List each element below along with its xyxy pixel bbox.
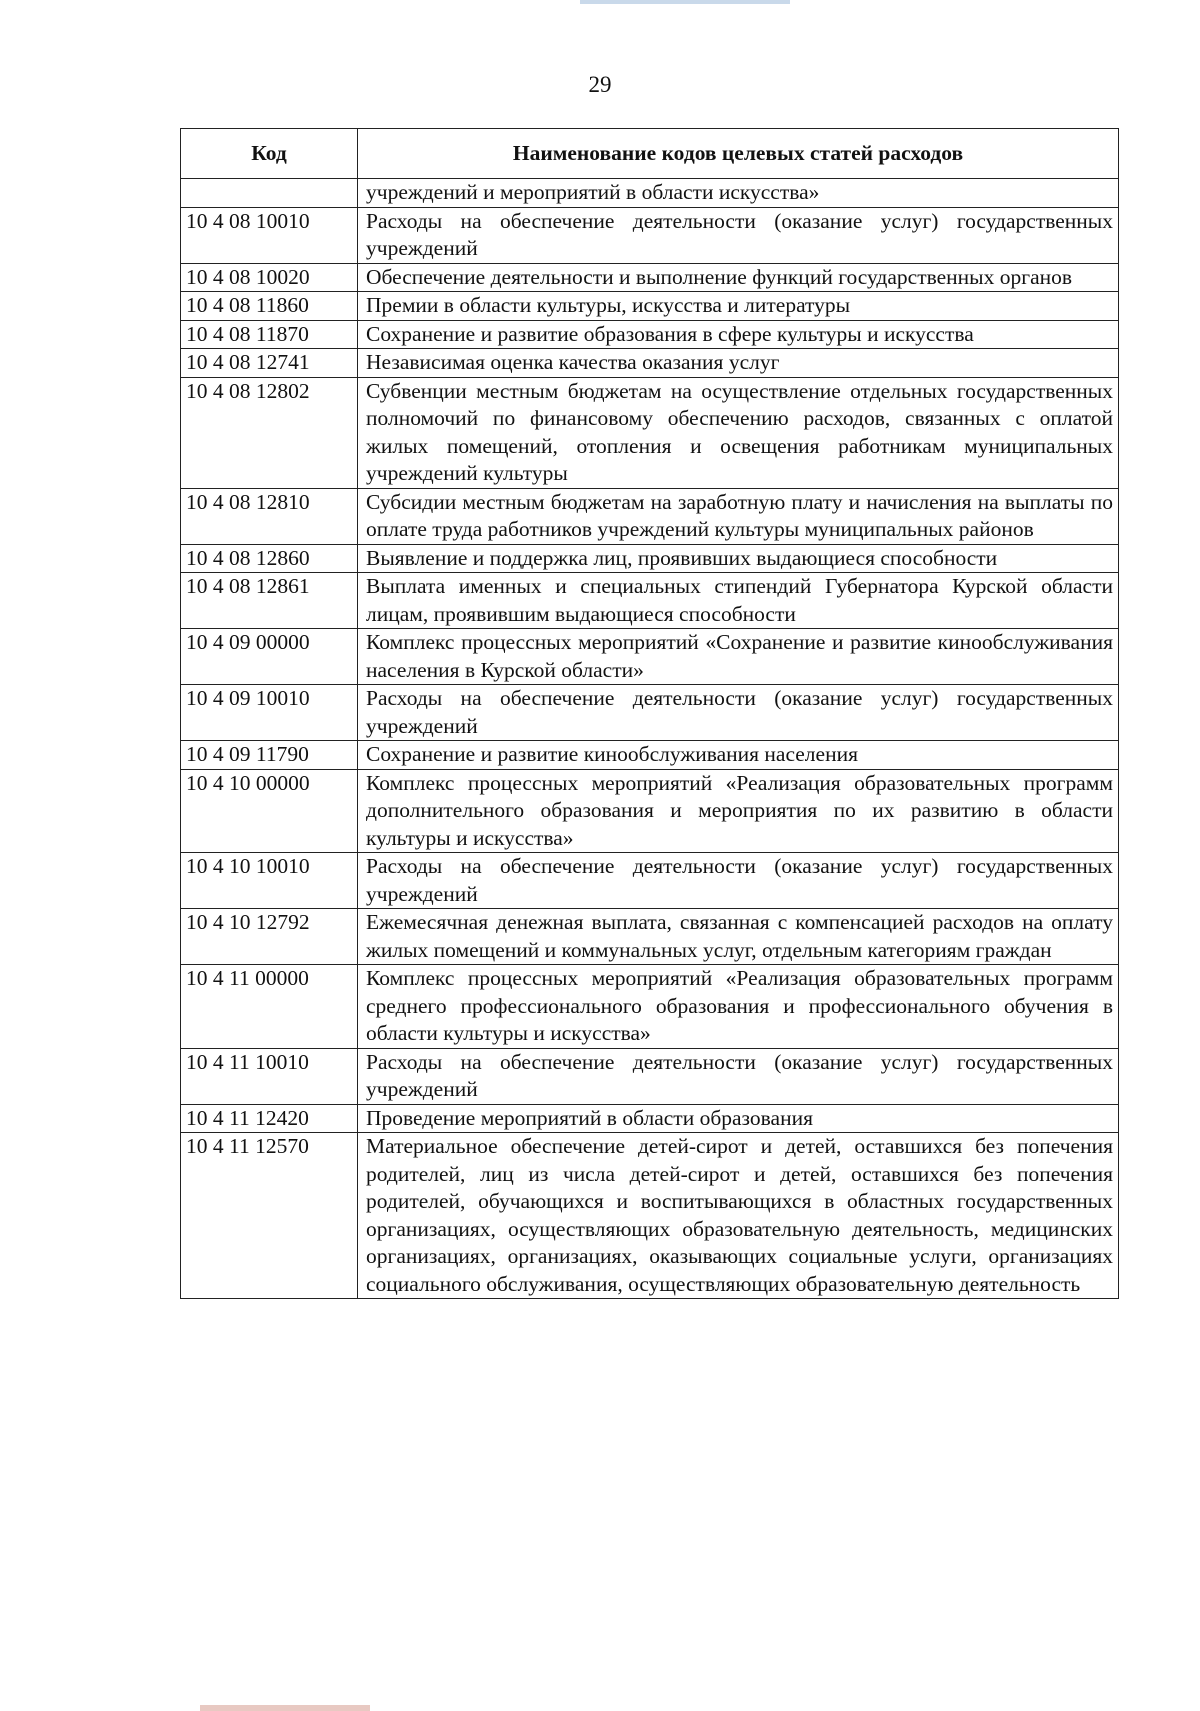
scan-artifact-bottom — [200, 1705, 370, 1711]
row-name-cell: Обеспечение деятельности и выполнение функций государственных органов — [358, 263, 1119, 292]
row-name-cell: Комплекс процессных мероприятий «Реализация образовательных программ дополнительного образования и мероприятия по их развитию в области культуры и искусства» — [358, 769, 1119, 853]
table-row — [181, 965, 1119, 1049]
row-name-cell: Субсидии местным бюджетам на заработную плату и начисления на выплаты по оплате труда работников учреждений культуры муниципальных районов — [358, 488, 1119, 544]
table-row — [181, 629, 1119, 685]
row-code-cell: 10 4 08 12860 — [181, 544, 358, 573]
table-row — [181, 573, 1119, 629]
row-code-cell: 10 4 08 10020 — [181, 263, 358, 292]
header-code: Код — [181, 129, 358, 179]
row-code-cell: 10 4 10 00000 — [181, 769, 358, 853]
row-code-cell: 10 4 11 00000 — [181, 965, 358, 1049]
row-code-cell: 10 4 08 12810 — [181, 488, 358, 544]
row-code-cell: 10 4 09 11790 — [181, 741, 358, 770]
row-name-cell: Независимая оценка качества оказания услуг — [358, 349, 1119, 378]
row-name-cell: учреждений и мероприятий в области искусства» — [358, 179, 1119, 208]
header-name: Наименование кодов целевых статей расходов — [358, 129, 1119, 179]
table-row — [181, 207, 1119, 263]
table-row — [181, 741, 1119, 770]
row-code-cell: 10 4 08 10010 — [181, 207, 358, 263]
table-row — [181, 349, 1119, 378]
row-code-cell: 10 4 09 00000 — [181, 629, 358, 685]
table-body — [181, 179, 1119, 1299]
expense-codes-table — [180, 128, 1119, 1299]
table-row — [181, 853, 1119, 909]
table-row — [181, 377, 1119, 488]
table-row — [181, 1048, 1119, 1104]
table-header-row — [181, 129, 1119, 179]
row-code-cell: 10 4 11 12570 — [181, 1133, 358, 1299]
table-row — [181, 488, 1119, 544]
table-row — [181, 769, 1119, 853]
table-row — [181, 179, 1119, 208]
row-code-cell — [181, 179, 358, 208]
row-code-cell: 10 4 08 11860 — [181, 292, 358, 321]
row-name-cell: Проведение мероприятий в области образования — [358, 1104, 1119, 1133]
table-row — [181, 1133, 1119, 1299]
row-name-cell: Ежемесячная денежная выплата, связанная с компенсацией расходов на оплату жилых помещений и коммунальных услуг, отдельным категориям граждан — [358, 909, 1119, 965]
table-row — [181, 909, 1119, 965]
row-code-cell: 10 4 10 12792 — [181, 909, 358, 965]
row-name-cell: Премии в области культуры, искусства и литературы — [358, 292, 1119, 321]
table-row — [181, 263, 1119, 292]
row-name-cell: Расходы на обеспечение деятельности (оказание услуг) государственных учреждений — [358, 685, 1119, 741]
table-row — [181, 292, 1119, 321]
table-row — [181, 320, 1119, 349]
row-code-cell: 10 4 08 11870 — [181, 320, 358, 349]
row-name-cell: Комплекс процессных мероприятий «Реализация образовательных программ среднего профессионального образования и профессионального обучения в области культуры и искусства» — [358, 965, 1119, 1049]
row-code-cell: 10 4 11 12420 — [181, 1104, 358, 1133]
row-code-cell: 10 4 09 10010 — [181, 685, 358, 741]
row-code-cell: 10 4 11 10010 — [181, 1048, 358, 1104]
row-code-cell: 10 4 10 10010 — [181, 853, 358, 909]
table-row — [181, 1104, 1119, 1133]
row-name-cell: Расходы на обеспечение деятельности (оказание услуг) государственных учреждений — [358, 1048, 1119, 1104]
row-name-cell: Комплекс процессных мероприятий «Сохранение и развитие кинообслуживания населения в Курской области» — [358, 629, 1119, 685]
table-row — [181, 685, 1119, 741]
row-name-cell: Сохранение и развитие образования в сфере культуры и искусства — [358, 320, 1119, 349]
row-name-cell: Выявление и поддержка лиц, проявивших выдающиеся способности — [358, 544, 1119, 573]
row-name-cell: Сохранение и развитие кинообслуживания населения — [358, 741, 1119, 770]
scan-artifact-top — [580, 0, 790, 4]
row-name-cell: Расходы на обеспечение деятельности (оказание услуг) государственных учреждений — [358, 853, 1119, 909]
row-code-cell: 10 4 08 12741 — [181, 349, 358, 378]
row-name-cell: Расходы на обеспечение деятельности (оказание услуг) государственных учреждений — [358, 207, 1119, 263]
page-number: 29 — [588, 72, 612, 97]
row-name-cell: Материальное обеспечение детей-сирот и детей, оставшихся без попечения родителей, лиц из числа детей-сирот и детей, оставшихся без попечения родителей, обучающихся и воспитывающихся в областных государственных организациях, осуществляющих образовательную деятельность, медицинских организациях, организациях, оказывающих социальные услуги, организациях социального обслуживания, осуществляющих образовательную деятельность — [358, 1133, 1119, 1299]
row-name-cell: Субвенции местным бюджетам на осуществление отдельных государственных полномочий по финансовому обеспечению расходов, связанных с оплатой жилых помещений, отопления и освещения работникам муниципальных учреждений культуры — [358, 377, 1119, 488]
row-code-cell: 10 4 08 12802 — [181, 377, 358, 488]
row-name-cell: Выплата именных и специальных стипендий Губернатора Курской области лицам, проявившим выдающиеся способности — [358, 573, 1119, 629]
row-code-cell: 10 4 08 12861 — [181, 573, 358, 629]
table-row — [181, 544, 1119, 573]
